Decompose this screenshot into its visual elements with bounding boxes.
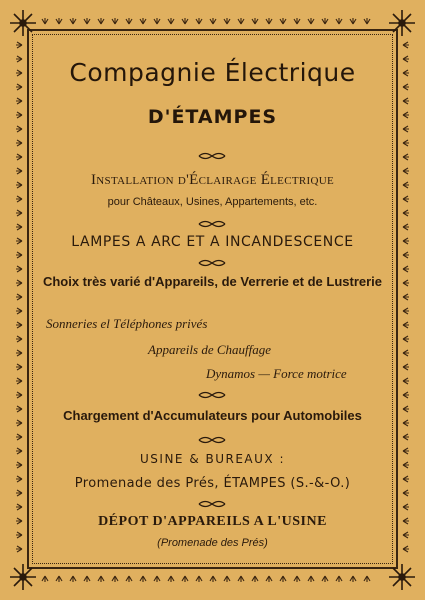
corner-ornament-icon bbox=[8, 8, 38, 38]
corner-ornament-icon bbox=[387, 562, 417, 592]
chargement-line: Chargement d'Accumulateurs pour Automobiles bbox=[63, 408, 362, 423]
depot-heading: DÉPOT D'APPAREILS A L'USINE bbox=[98, 514, 327, 529]
service-dynamos: Dynamos — Force motrice bbox=[206, 366, 347, 381]
installation-heading: Installation d'Éclairage Électrique bbox=[91, 172, 334, 188]
corner-ornament-icon bbox=[387, 8, 417, 38]
company-title: Compagnie Électrique bbox=[69, 58, 356, 87]
separator-ornament-icon bbox=[197, 218, 227, 230]
service-chauffage: Appareils de Chauffage bbox=[148, 342, 272, 357]
company-subtitle: D'ÉTAMPES bbox=[147, 106, 278, 128]
installation-subtext: pour Châteaux, Usines, Appartements, etc. bbox=[107, 196, 318, 208]
separator-ornament-icon bbox=[197, 389, 227, 401]
service-sonneries: Sonneries el Téléphones privés bbox=[46, 316, 208, 331]
usine-heading: USINE & BUREAUX : bbox=[140, 452, 285, 466]
corner-ornament-icon bbox=[8, 562, 38, 592]
separator-ornament-icon bbox=[197, 257, 227, 269]
separator-ornament-icon bbox=[197, 434, 227, 446]
usine-address: Promenade des Prés, ÉTAMPES (S.-&-O.) bbox=[74, 476, 351, 491]
lampes-line: LAMPES A ARC ET A INCANDESCENCE bbox=[71, 234, 354, 250]
choix-line: Choix très varié d'Appareils, de Verrerie et de Lustrerie bbox=[42, 274, 383, 289]
depot-location: (Promenade des Prés) bbox=[157, 537, 268, 549]
separator-ornament-icon bbox=[197, 498, 227, 510]
separator-ornament-icon bbox=[197, 150, 227, 162]
